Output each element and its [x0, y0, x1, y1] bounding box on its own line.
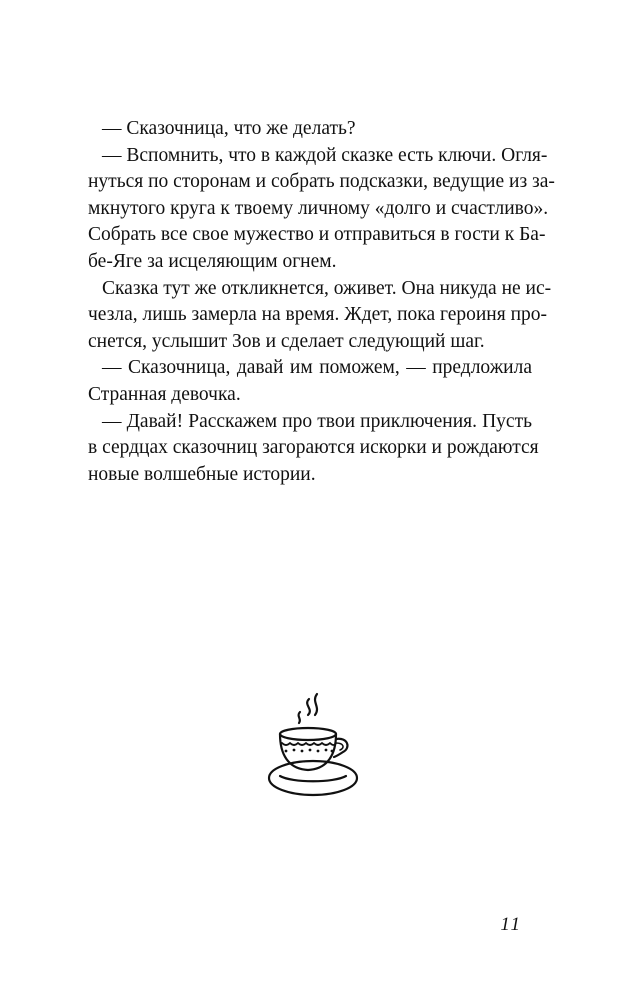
steam-icon — [307, 699, 310, 715]
cup-decoration-icon — [282, 743, 336, 745]
text-line: снется, услышит Зов и сделает следующий шаг. — [88, 330, 485, 352]
steam-icon — [315, 694, 317, 715]
page-number: 11 — [500, 914, 522, 935]
text-line: Собрать все свое мужество и отправиться в гости к Ба- — [88, 224, 546, 246]
text-line: в сердцах сказочниц загораются искорки и рождаются — [88, 437, 539, 459]
body-text — [88, 116, 555, 488]
saucer-rim-icon — [280, 776, 346, 781]
steam-icon — [299, 712, 300, 723]
text-line: бе-Яге за исцеляющим огнем. — [88, 250, 337, 272]
text-line: — Сказочница, давай им поможем, — предложила — [102, 357, 532, 379]
cup-rim-icon — [280, 728, 336, 740]
text-line: нуться по сторонам и собрать подсказки, ведущие из за- — [88, 171, 555, 193]
text-line: Сказка тут же откликнется, оживет. Она никуда не ис- — [102, 277, 552, 299]
text-line: — Давай! Расскажем про твои приключения. Пусть — [102, 410, 532, 432]
text-line: чезла, лишь замерла на время. Ждет, пока героиня про- — [88, 304, 548, 326]
text-line: — Сказочница, что же делать? — [102, 118, 356, 139]
text-line: новые волшебные истории. — [88, 463, 316, 485]
text-line: Странная девочка. — [88, 383, 241, 405]
teacup-icon — [258, 690, 368, 806]
text-line: мкнутого круга к твоему личному «долго и счастливо». — [88, 197, 549, 219]
text-line: — Вспомнить, что в каждой сказке есть ключи. Огля- — [102, 144, 548, 166]
